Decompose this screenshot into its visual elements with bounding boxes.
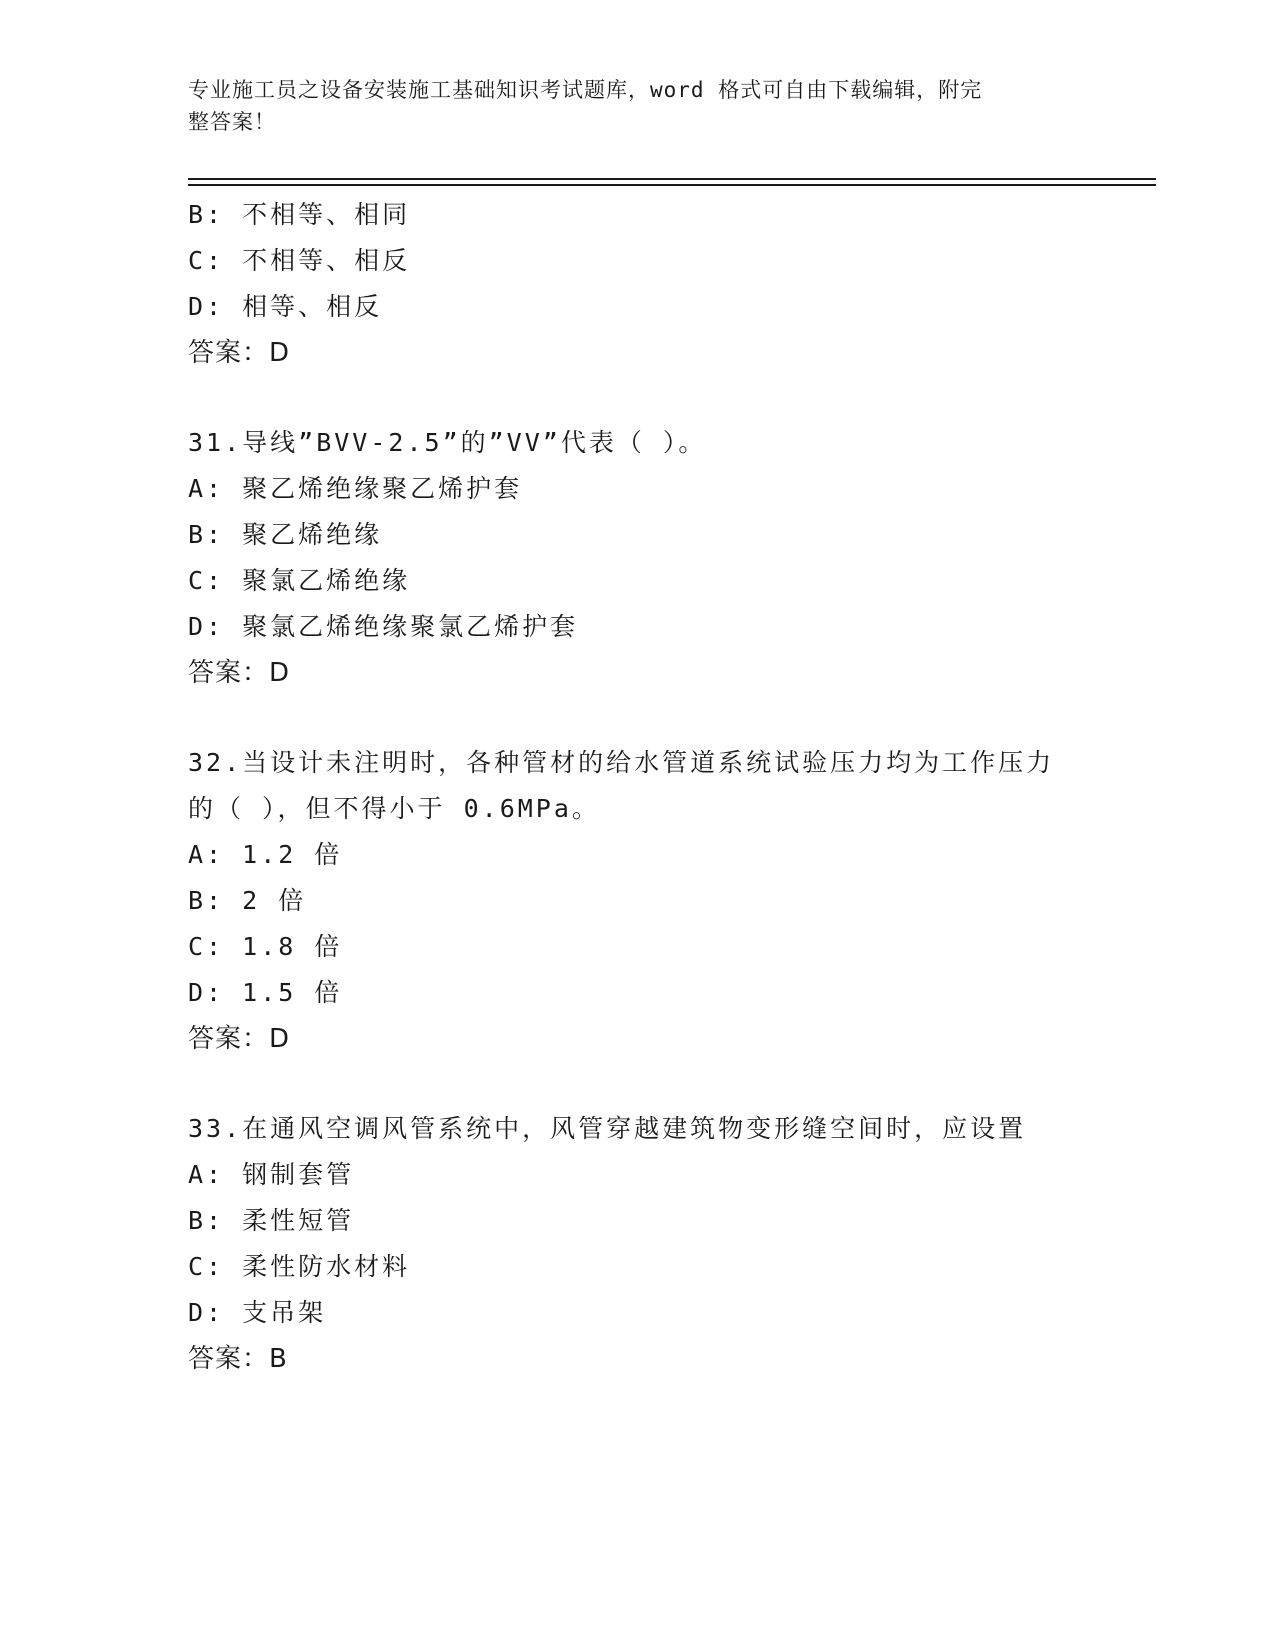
spacer [188,696,1088,740]
option-b: B: 聚乙烯绝缘 [188,520,383,549]
option-c: C: 1.8 倍 [188,932,343,961]
question-stem: 31.导线”BVV-2.5”的”VV”代表（ ）。 [188,428,707,457]
spacer [188,1062,1088,1106]
option-d: D: 相等、相反 [188,292,383,321]
question-30 [188,192,1088,376]
option-a: A: 聚乙烯绝缘聚乙烯护套 [188,474,523,503]
header-rule-top [188,178,1156,180]
question-stem-line-1: 32.当设计未注明时，各种管材的给水管道系统试验压力均为工作压力 [188,748,1055,777]
document-header [188,74,1068,138]
answer-line: 答案：B [188,1344,288,1374]
option-d: D: 1.5 倍 [188,978,343,1007]
question-33 [188,1106,1088,1382]
question-stem: 33.在通风空调风管系统中，风管穿越建筑物变形缝空间时，应设置 [188,1114,1027,1143]
spacer [188,376,1088,420]
question-31 [188,420,1088,696]
question-list [188,192,1088,1382]
option-d: D: 支吊架 [188,1298,327,1327]
option-c: C: 不相等、相反 [188,246,411,275]
option-c: C: 聚氯乙烯绝缘 [188,566,411,595]
option-c: C: 柔性防水材料 [188,1252,411,1281]
option-a: A: 钢制套管 [188,1160,355,1189]
answer-line: 答案：D [188,658,291,688]
option-b: B: 柔性短管 [188,1206,355,1235]
answer-line: 答案：D [188,338,291,368]
option-d: D: 聚氯乙烯绝缘聚氯乙烯护套 [188,612,579,641]
option-b: B: 不相等、相同 [188,200,411,229]
option-a: A: 1.2 倍 [188,840,343,869]
answer-line: 答案：D [188,1024,291,1054]
header-line-1: 专业施工员之设备安装施工基础知识考试题库，word 格式可自由下载编辑，附完 [188,78,983,102]
question-32 [188,740,1088,1062]
question-stem-line-2: 的（ ），但不得小于 0.6MPa。 [188,794,600,823]
header-rule-bottom [188,184,1156,186]
option-b: B: 2 倍 [188,886,307,915]
header-line-2: 整答案！ [188,110,276,134]
